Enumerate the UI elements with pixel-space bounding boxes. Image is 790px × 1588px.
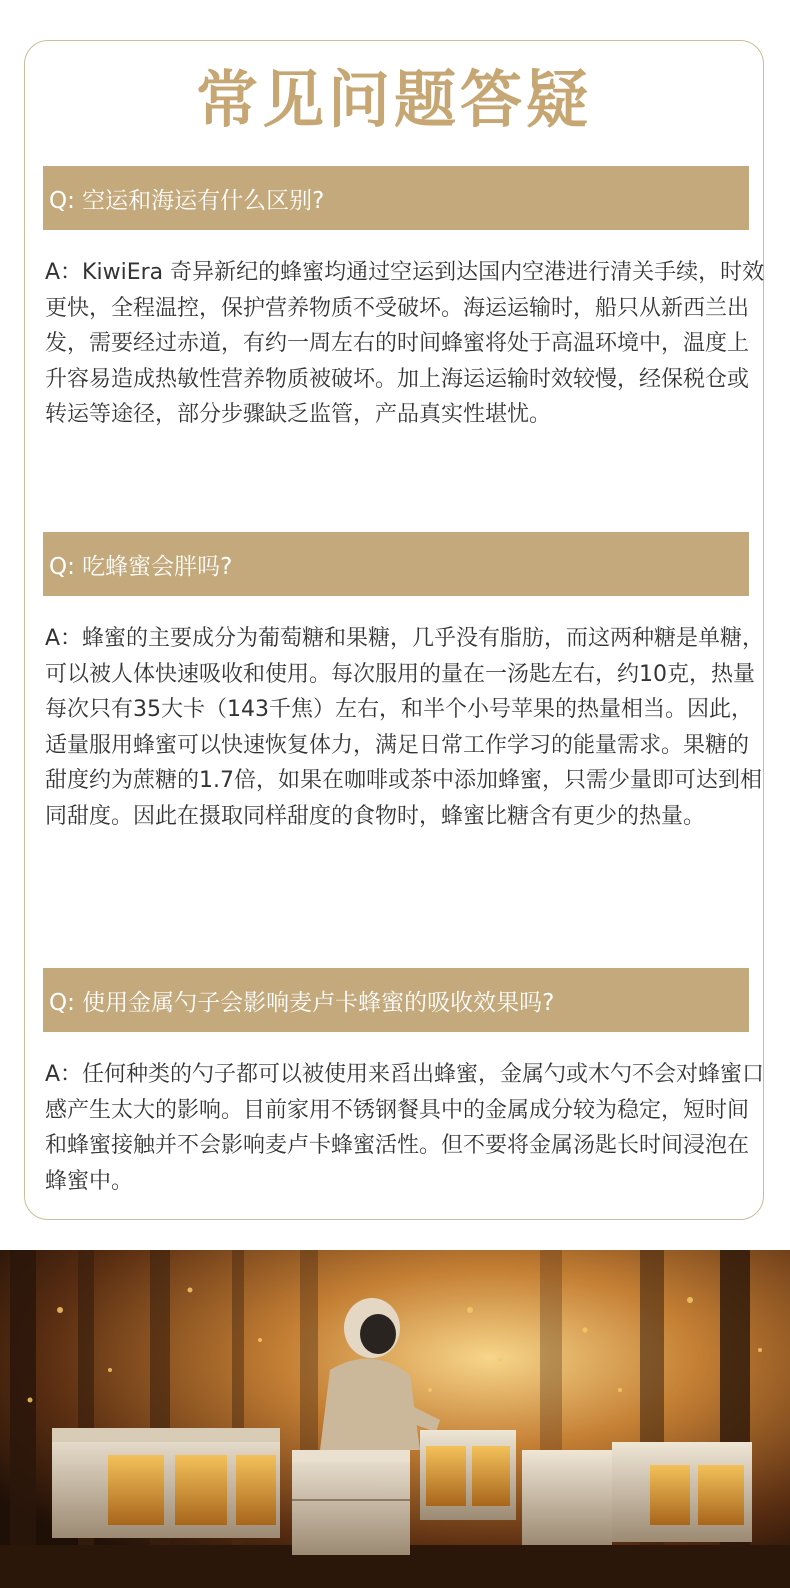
faq-question-2: Q: 吃蜂蜜会胖吗? bbox=[43, 532, 749, 596]
faq-answer-2: A：蜂蜜的主要成分为葡萄糖和果糖，几乎没有脂肪，而这两种糖是单糖，可以被人体快速吸收和使用。每次服用的量在一汤匙左右，约10克，热量每次只有35大卡（143千焦）左右，和半个小号苹果的热量相当。因此，适量服用蜂蜜可以快速恢复体力，满足日常工作学习的能量需求。果糖的甜度约为蔗糖的1.7倍，如果在咖啡或茶中添加蜂蜜，只需少量即可达到相同甜度。因此在摄取同样甜度的食物时，蜂蜜比糖含有更少的热量。 bbox=[45, 626, 765, 829]
faq-title: 常见问题答疑 bbox=[195, 63, 592, 136]
faq-question-1: Q: 空运和海运有什么区别? bbox=[43, 166, 749, 230]
faq-question-3: Q: 使用金属勺子会影响麦卢卡蜂蜜的吸收效果吗? bbox=[43, 968, 749, 1032]
faq-card bbox=[24, 40, 764, 1220]
beekeeper-forest-photo bbox=[0, 1250, 790, 1588]
faq-answer-1: A：KiwiEra 奇异新纪的蜂蜜均通过空运到达国内空港进行清关手续，时效更快，全程温控，保护营养物质不受破坏。海运运输时，船只从新西兰出发，需要经过赤道，有约一周左右的时间蜂蜜将处于高温环境中，温度上升容易造成热敏性营养物质被破坏。加上海运运输时效较慢，经保税仓或转运等途径，部分步骤缺乏监管，产品真实性堪忧。 bbox=[45, 260, 765, 428]
faq-answer-3: A：任何种类的勺子都可以被使用来舀出蜂蜜，金属勺或木勺不会对蜂蜜口感产生太大的影响。目前家用不锈钢餐具中的金属成分较为稳定，短时间和蜂蜜接触并不会影响麦卢卡蜂蜜活性。但不要将金属汤匙长时间浸泡在蜂蜜中。 bbox=[45, 1062, 765, 1194]
